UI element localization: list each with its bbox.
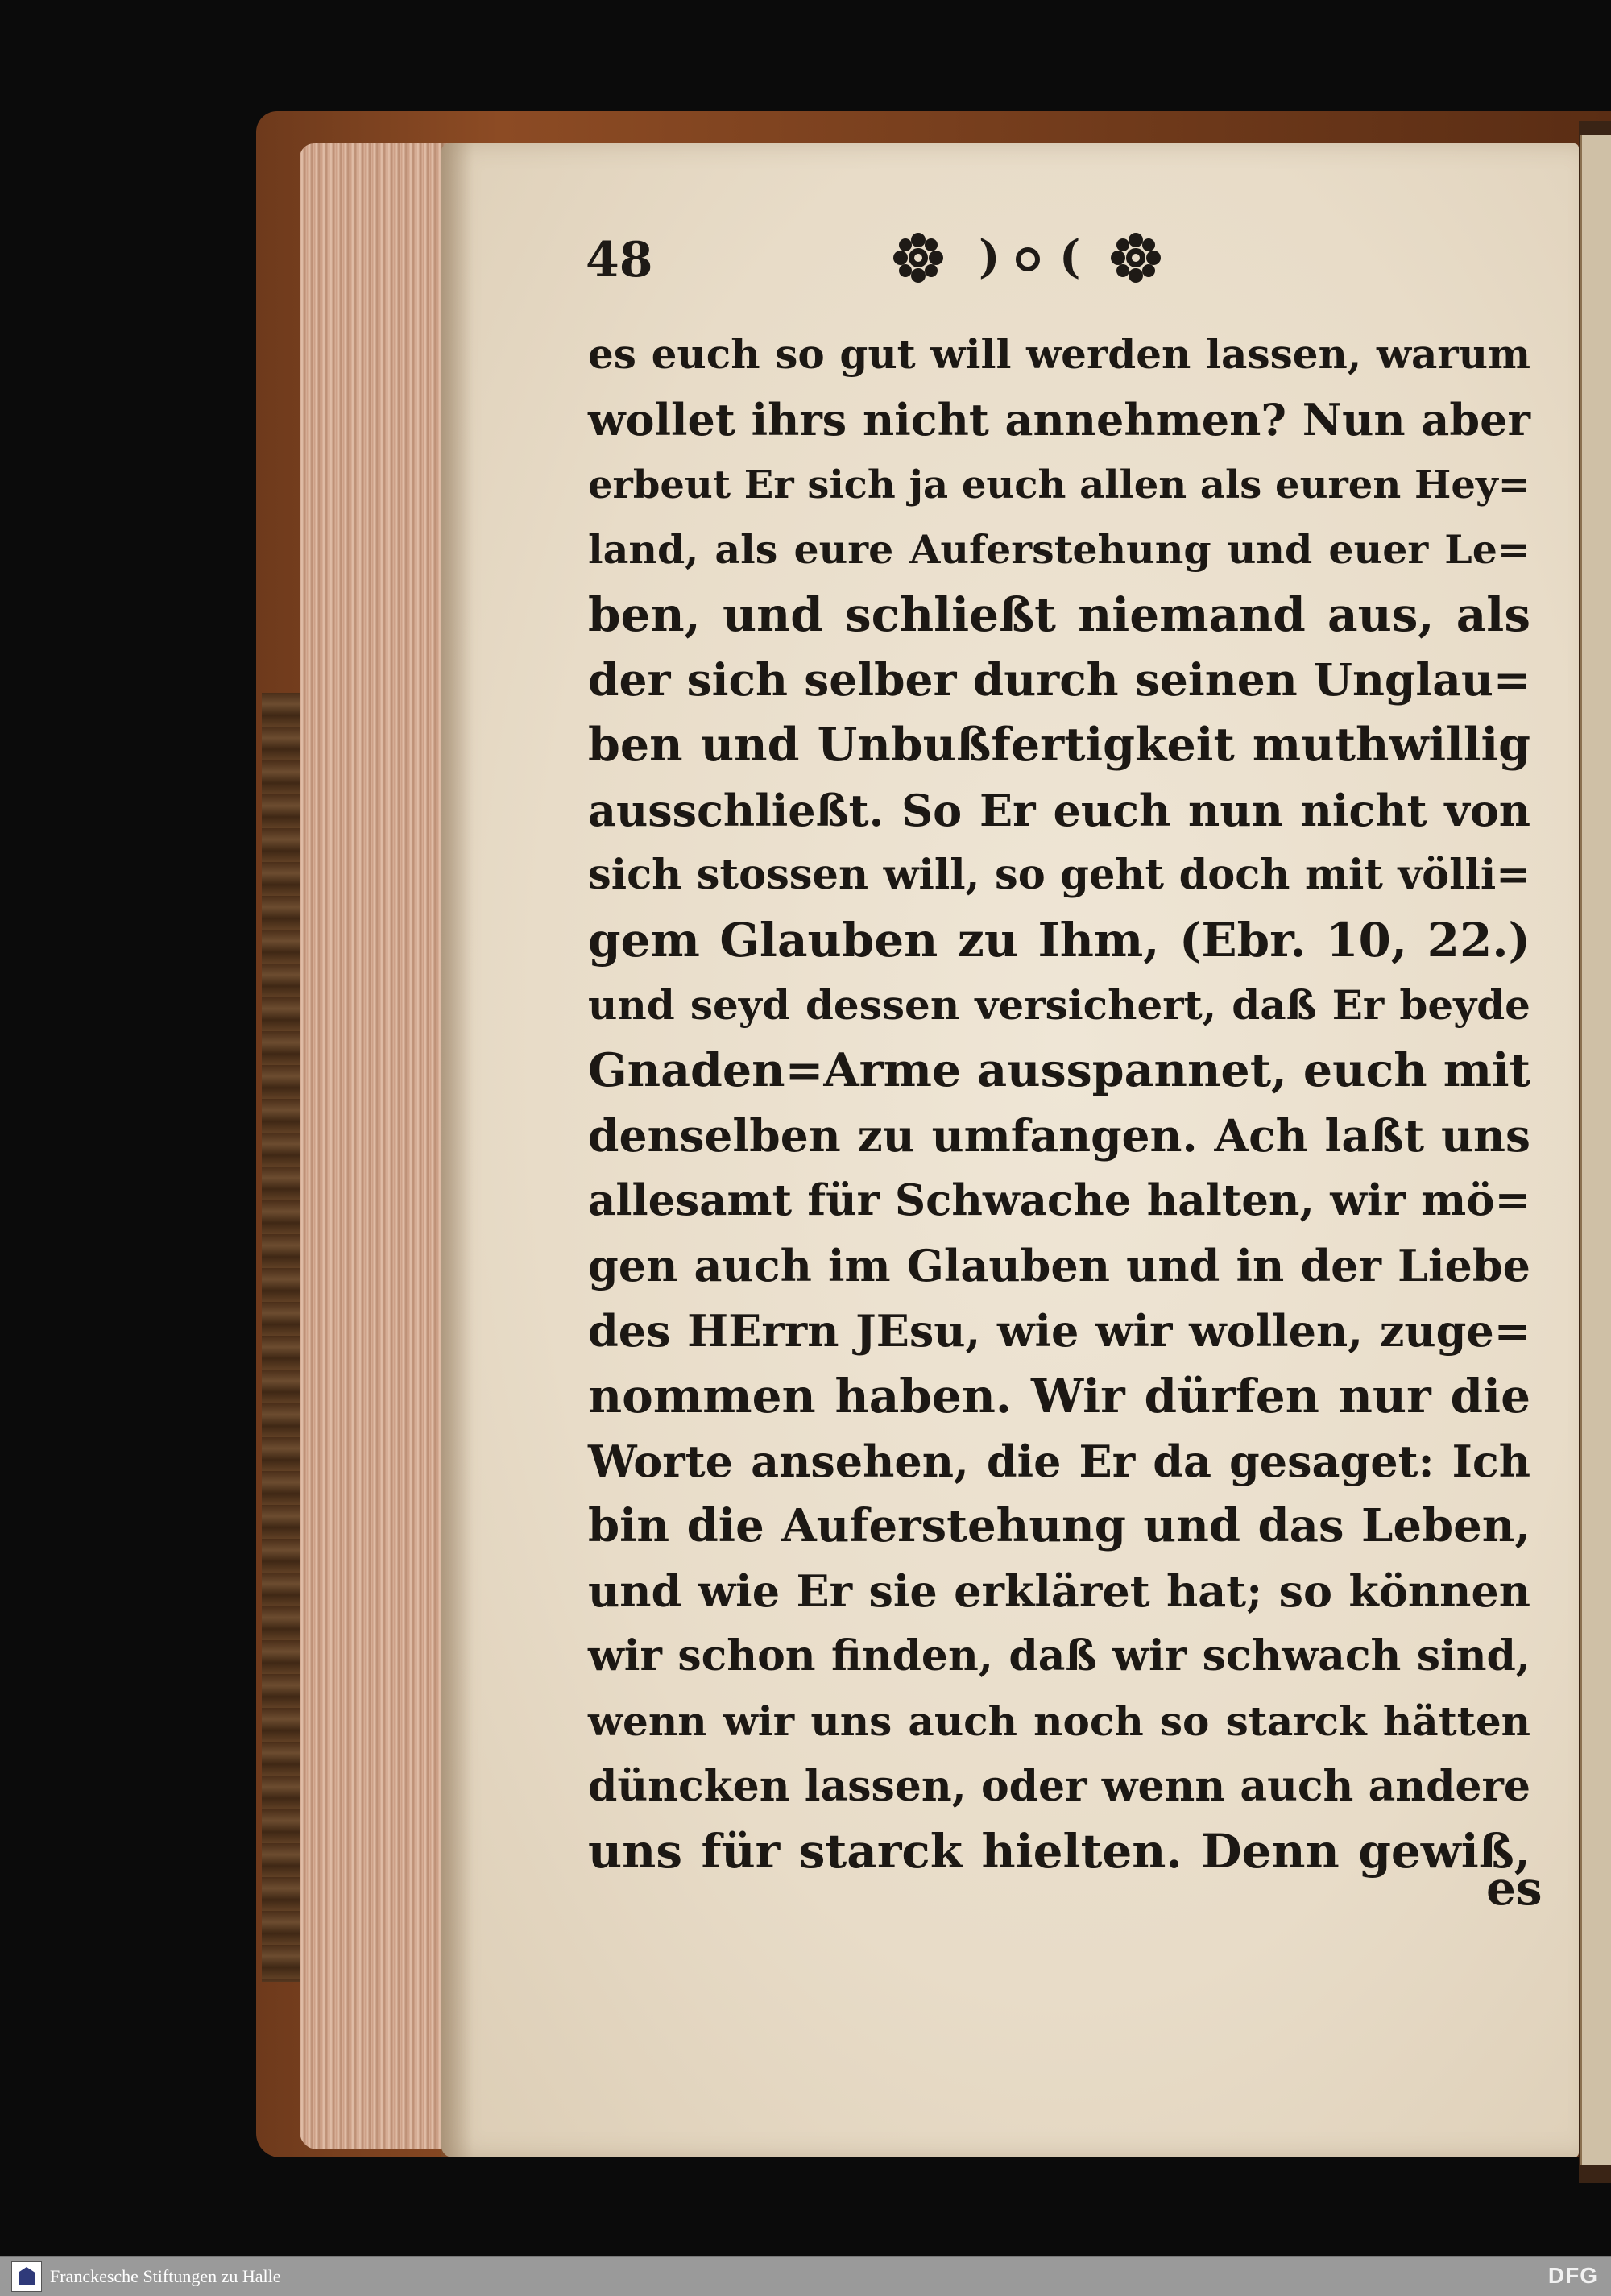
text-line: gem Glauben zu Ihm, (Ebr. 10, 22.) xyxy=(588,913,1530,968)
page-gutter-shadow xyxy=(441,143,474,2157)
flower-ornament-icon xyxy=(1111,233,1161,283)
text-line: ausschließt. So Er euch nun nicht von xyxy=(588,784,1530,836)
text-line: nommen haben. Wir dürfen nur die xyxy=(588,1368,1530,1424)
text-line: Worte ansehen, die Er da gesaget: Ich xyxy=(588,1435,1530,1487)
dfg-logo: DFG xyxy=(1547,2263,1598,2288)
marbled-edge xyxy=(262,693,302,1982)
text-line: und seyd dessen versichert, daß Er beyde xyxy=(588,980,1530,1029)
page-edges xyxy=(300,143,461,2149)
text-line: ben, und schließt niemand aus, als xyxy=(588,587,1530,643)
text-line: erbeut Er sich ja euch allen als euren Hey= xyxy=(588,462,1530,508)
text-line: bin die Auferstehung und das Leben, xyxy=(588,1499,1530,1553)
text-line: denselben zu umfangen. Ach laßt uns xyxy=(588,1109,1530,1162)
text-line: uns für starck hielten. Denn gewiß, xyxy=(588,1824,1530,1879)
text-line: allesamt für Schwache halten, wir mö= xyxy=(588,1175,1530,1226)
text-line: gen auch im Glauben und in der Liebe xyxy=(588,1240,1530,1292)
page-number: 48 xyxy=(586,232,653,288)
text-line: es euch so gut will werden lassen, warum xyxy=(588,330,1530,378)
text-line: wir schon finden, daß wir schwach sind, xyxy=(588,1631,1530,1681)
header-ornament xyxy=(886,226,1224,290)
text-line: der sich selber durch seinen Unglau= xyxy=(588,653,1530,706)
institution-label: Franckesche Stiftungen zu Halle xyxy=(50,2266,281,2286)
catchword: es xyxy=(1486,1861,1543,1916)
facing-page-edge xyxy=(1580,135,1611,2165)
text-line: des HErrn JEsu, wie wir wollen, zuge= xyxy=(588,1304,1530,1357)
text-line: land, als eure Auferstehung und euer Le= xyxy=(588,526,1530,574)
svg-text:): ) xyxy=(979,230,1000,284)
text-line: wollet ihrs nicht annehmen? Nun aber xyxy=(588,393,1530,446)
svg-text:(: ( xyxy=(1059,230,1081,284)
text-line: Gnaden=Arme ausspannet, euch mit xyxy=(588,1042,1530,1097)
foundation-crest-icon xyxy=(11,2261,42,2292)
text-line: ben und Unbußfertigkeit muthwillig xyxy=(588,717,1530,772)
body-text xyxy=(588,322,1530,1884)
text-line: wenn wir uns auch noch so starck hätten xyxy=(588,1697,1530,1745)
text-line: düncken lassen, oder wenn auch andere xyxy=(588,1761,1530,1811)
footer-bar xyxy=(0,2256,1611,2296)
flower-ornament-icon xyxy=(893,233,943,283)
text-line: sich stossen will, so geht doch mit völli= xyxy=(588,851,1530,900)
text-line: und wie Er sie erkläret hat; so können xyxy=(588,1565,1530,1618)
